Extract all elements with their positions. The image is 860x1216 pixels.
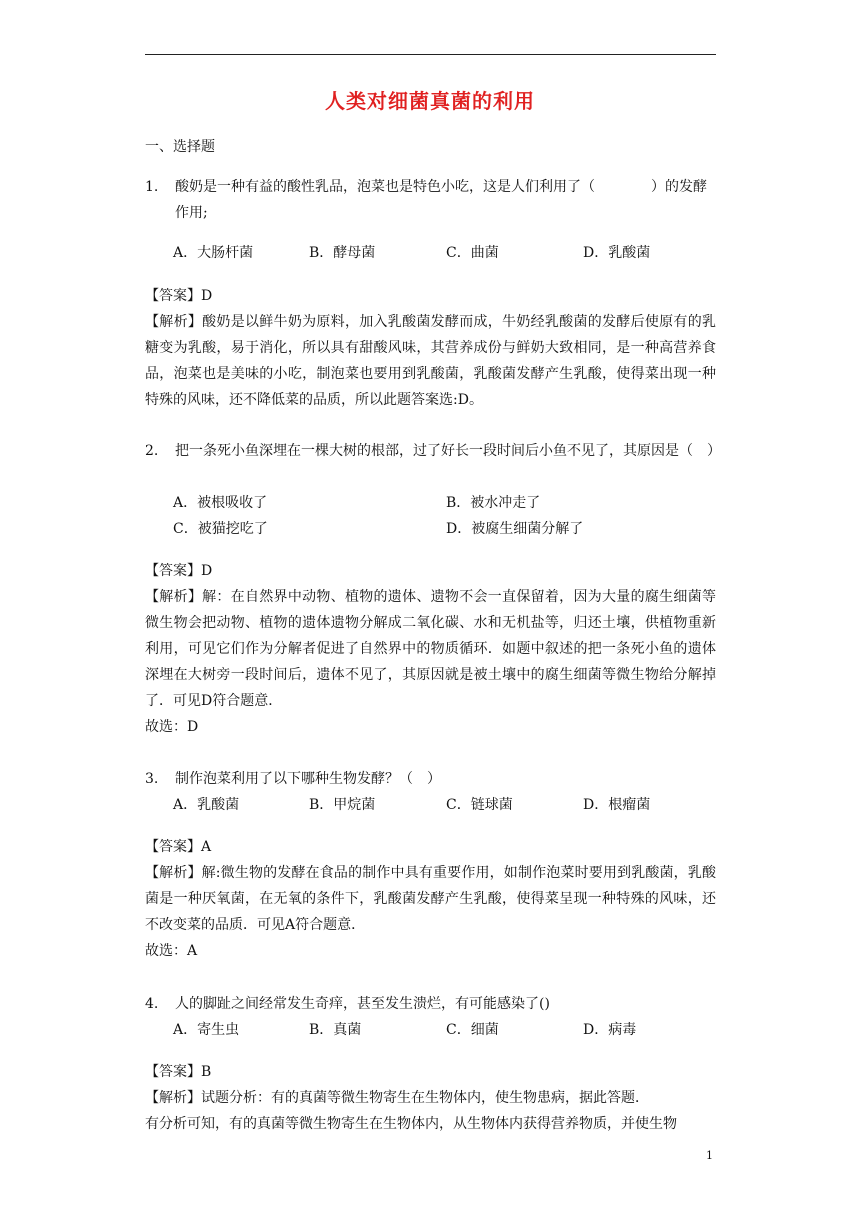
page-number: 1 [706,1149,713,1162]
question-1 [145,174,716,226]
question-number: 2. [145,443,159,459]
question-stem: 把一条死小鱼深埋在一棵大树的根部，过了好长一段时间后小鱼不见了，其原因是（ ） [175,443,721,459]
answer: 【答案】D [145,563,213,579]
option-d: D．病毒 [583,1022,637,1038]
analysis: 【解析】解:微生物的发酵在食品的制作中具有重要作用，如制作泡菜时要用到乳酸菌，乳酸菌是一种厌氧菌，在无氧的条件下，乳酸菌发酵产生乳酸，使得菜呈现一种特殊的风味，还不改变菜的品质．可见A符合题意． [145,865,716,933]
analysis: 【解析】解：在自然界中动物、植物的遗体、遗物不会一直保留着，因为大量的腐生细菌等微生物会把动物、植物的遗体遗物分解成二氧化碳、水和无机盐等，归还土壤，供植物重新利用，可见它们作为分解者促进了自然界中的物质循环．如题中叙述的把一条死小鱼的遗体深埋在大树旁一段时间后，遗体不见了，其原因就是被土壤中的腐生细菌等微生物给分解掉了．可见D符合题意． [145,589,716,709]
conclusion: 故选：D [145,719,199,735]
question-stem: 人的脚趾之间经常发生奇痒，甚至发生溃烂，有可能感染了() [175,996,550,1012]
answer: 【答案】B [145,1064,212,1080]
question-number: 1. [145,179,159,195]
analysis: 【解析】试题分析：有的真菌等微生物寄生在生物体内，使生物患病，据此答题． [145,1090,649,1106]
option-a: A．寄生虫 [173,1022,240,1038]
option-d: D．乳酸菌 [583,245,651,261]
option-a: A．乳酸菌 [173,797,240,813]
question-number: 4. [145,996,159,1012]
option-d: D．根瘤菌 [583,797,651,813]
option-b: B．被水冲走了 [446,495,541,511]
question-stem: 酸奶是一种有益的酸性乳品，泡菜也是特色小吃，这是人们利用了（ ）的发酵作用; [175,179,707,221]
option-d: D．被腐生细菌分解了 [446,521,584,537]
answer: 【答案】D [145,288,213,304]
section-heading: 一、选择题 [145,139,215,155]
option-b: B．酵母菌 [309,245,376,261]
option-c: C．链球菌 [446,797,513,813]
question-stem: 制作泡菜利用了以下哪种生物发酵？（ ） [175,771,441,787]
option-b: B．真菌 [309,1022,362,1038]
header-rule [145,54,716,55]
option-c: C．被猫挖吃了 [173,521,268,537]
analysis-continued: 有分析可知，有的真菌等微生物寄生在生物体内，从生物体内获得营养物质，并使生物 [145,1116,677,1132]
option-c: C．细菌 [446,1022,499,1038]
document-title: 人类对细菌真菌的利用 [325,89,535,113]
option-a: A．大肠杆菌 [173,245,254,261]
answer: 【答案】A [145,839,212,855]
option-b: B．甲烷菌 [309,797,376,813]
conclusion: 故选：A [145,943,198,959]
question-4 [145,991,716,1017]
question-number: 3. [145,771,159,787]
question-2 [145,438,721,464]
option-a: A．被根吸收了 [173,495,268,511]
question-3 [145,766,716,792]
option-c: C．曲菌 [446,245,499,261]
analysis: 【解析】酸奶是以鲜牛奶为原料，加入乳酸菌发酵而成，牛奶经乳酸菌的发酵后使原有的乳糖变为乳酸，易于消化，所以具有甜酸风味，其营养成份与鲜奶大致相同，是一种高营养食品，泡菜也是美味的小吃，制泡菜也要用到乳酸菌，乳酸菌发酵产生乳酸，使得菜出现一种特殊的风味，还不降低菜的品质，所以此题答案选:D。 [145,314,716,408]
